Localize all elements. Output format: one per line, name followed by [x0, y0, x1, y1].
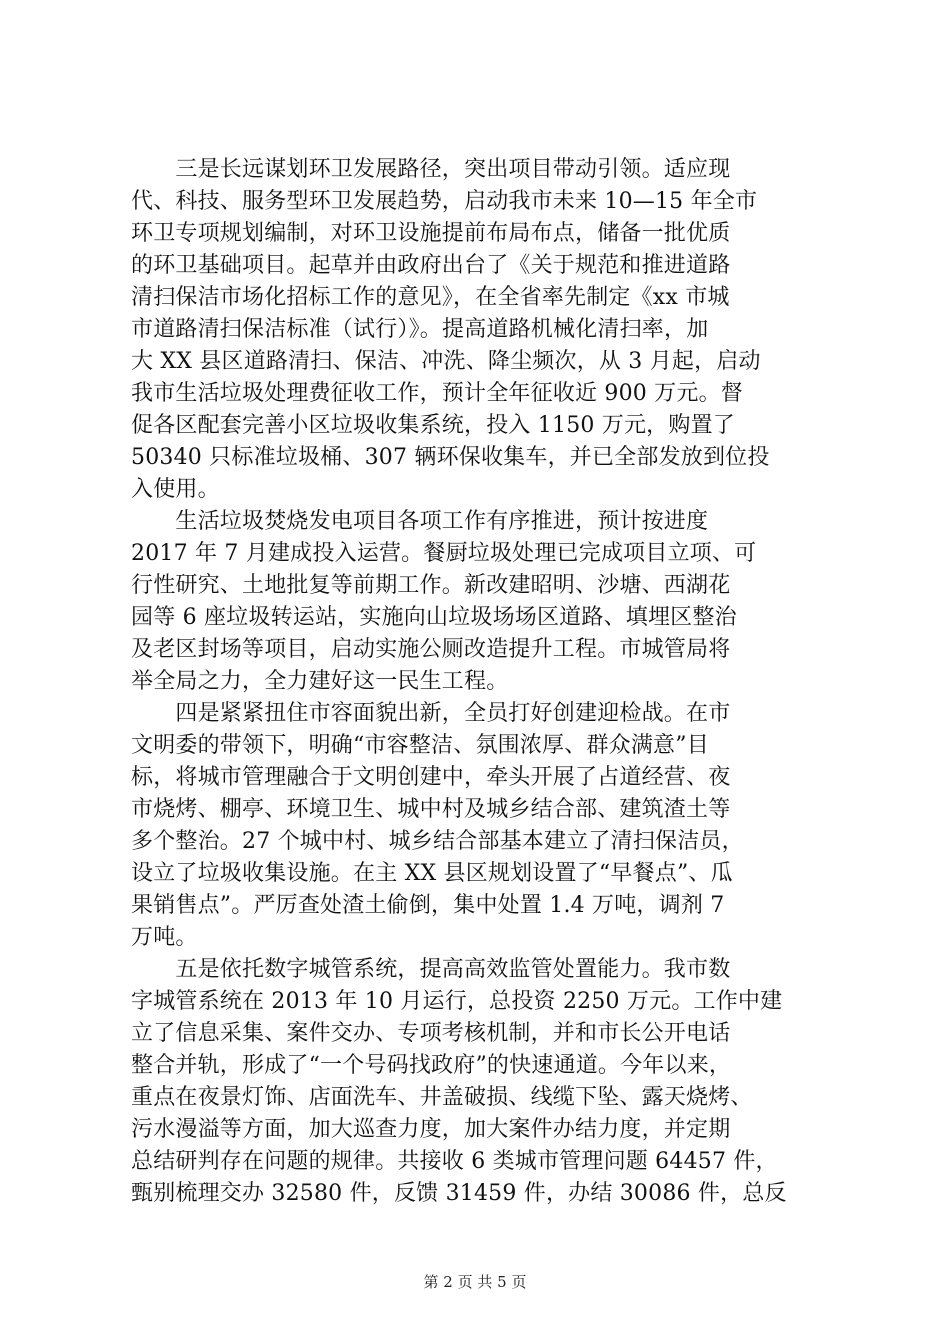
text-line: 举全局之力，全力建好这一民生工程。 — [131, 669, 509, 694]
text-line: 污水漫溢等方面，加大巡查力度，加大案件办结力度，并定期 — [131, 1117, 731, 1142]
text-line: 多个整治。27 个城中村、城乡结合部基本建立了清扫保洁员， — [131, 829, 744, 854]
text-line: 果销售点”。严厉查处渣土偷倒，集中处置 1.4 万吨，调剂 7 — [131, 893, 725, 918]
text-line: 总结研判存在问题的规律。共接收 6 类城市管理问题 64457 件， — [131, 1149, 778, 1174]
text-line: 环卫专项规划编制，对环卫设施提前布局布点，储备一批优质 — [131, 221, 731, 246]
text-line: 50340 只标准垃圾桶、307 辆环保收集车，并已全部发放到位投 — [131, 445, 770, 470]
text-line: 2017 年 7 月建成投入运营。餐厨垃圾处理已完成项目立项、可 — [131, 541, 757, 566]
text-line: 促各区配套完善小区垃圾收集系统，投入 1150 万元，购置了 — [131, 413, 735, 438]
text-line: 入使用。 — [131, 477, 220, 502]
text-line: 四是紧紧扭住市容面貌出新，全员打好创建迎检战。在市 — [131, 701, 731, 726]
text-line: 行性研究、土地批复等前期工作。新改建昭明、沙塘、西湖花 — [131, 573, 731, 598]
document-body — [131, 154, 836, 1210]
text-line: 清扫保洁市场化招标工作的意见》，在全省率先制定《xx 市城 — [131, 285, 730, 310]
text-line: 园等 6 座垃圾转运站，实施向山垃圾场场区道路、填埋区整治 — [131, 605, 737, 630]
text-line: 市烧烤、棚亭、环境卫生、城中村及城乡结合部、建筑渣土等 — [131, 797, 731, 822]
text-line: 市道路清扫保洁标准（试行）》。提高道路机械化清扫率，加 — [131, 317, 709, 342]
text-line: 甄别梳理交办 32580 件，反馈 31459 件，办结 30086 件，总反 — [131, 1181, 787, 1206]
text-line: 五是依托数字城管系统，提高高效监管处置能力。我市数 — [131, 957, 731, 982]
text-line: 我市生活垃圾处理费征收工作，预计全年征收近 900 万元。督 — [131, 381, 743, 406]
text-line: 万吨。 — [131, 925, 198, 950]
text-line: 标，将城市管理融合于文明创建中，牵头开展了占道经营、夜 — [131, 765, 731, 790]
text-line: 及老区封场等项目，启动实施公厕改造提升工程。市城管局将 — [131, 637, 731, 662]
text-line: 代、科技、服务型环卫发展趋势，启动我市未来 10—15 年全市 — [131, 189, 758, 214]
text-line: 文明委的带领下，明确“市容整洁、氛围浓厚、群众满意”目 — [131, 733, 709, 758]
text-line: 的环卫基础项目。起草并由政府出台了《关于规范和推进道路 — [131, 253, 731, 278]
page-number-footer: 第 2 页 共 5 页 — [423, 1273, 527, 1291]
text-line: 字城管系统在 2013 年 10 月运行，总投资 2250 万元。工作中建 — [131, 989, 783, 1014]
text-line: 整合并轨，形成了“一个号码找政府”的快速通道。今年以来， — [131, 1053, 732, 1078]
text-line: 生活垃圾焚烧发电项目各项工作有序推进，预计按进度 — [131, 509, 709, 534]
text-line: 设立了垃圾收集设施。在主 XX 县区规划设置了“早餐点”、瓜 — [131, 861, 733, 886]
text-line: 重点在夜景灯饰、店面洗车、井盖破损、线缆下坠、露天烧烤、 — [131, 1085, 753, 1110]
text-line: 大 XX 县区道路清扫、保洁、冲洗、降尘频次，从 3 月起，启动 — [131, 349, 761, 374]
text-line: 三是长远谋划环卫发展路径，突出项目带动引领。适应现 — [131, 157, 731, 182]
text-line: 立了信息采集、案件交办、专项考核机制，并和市长公开电话 — [131, 1021, 731, 1046]
